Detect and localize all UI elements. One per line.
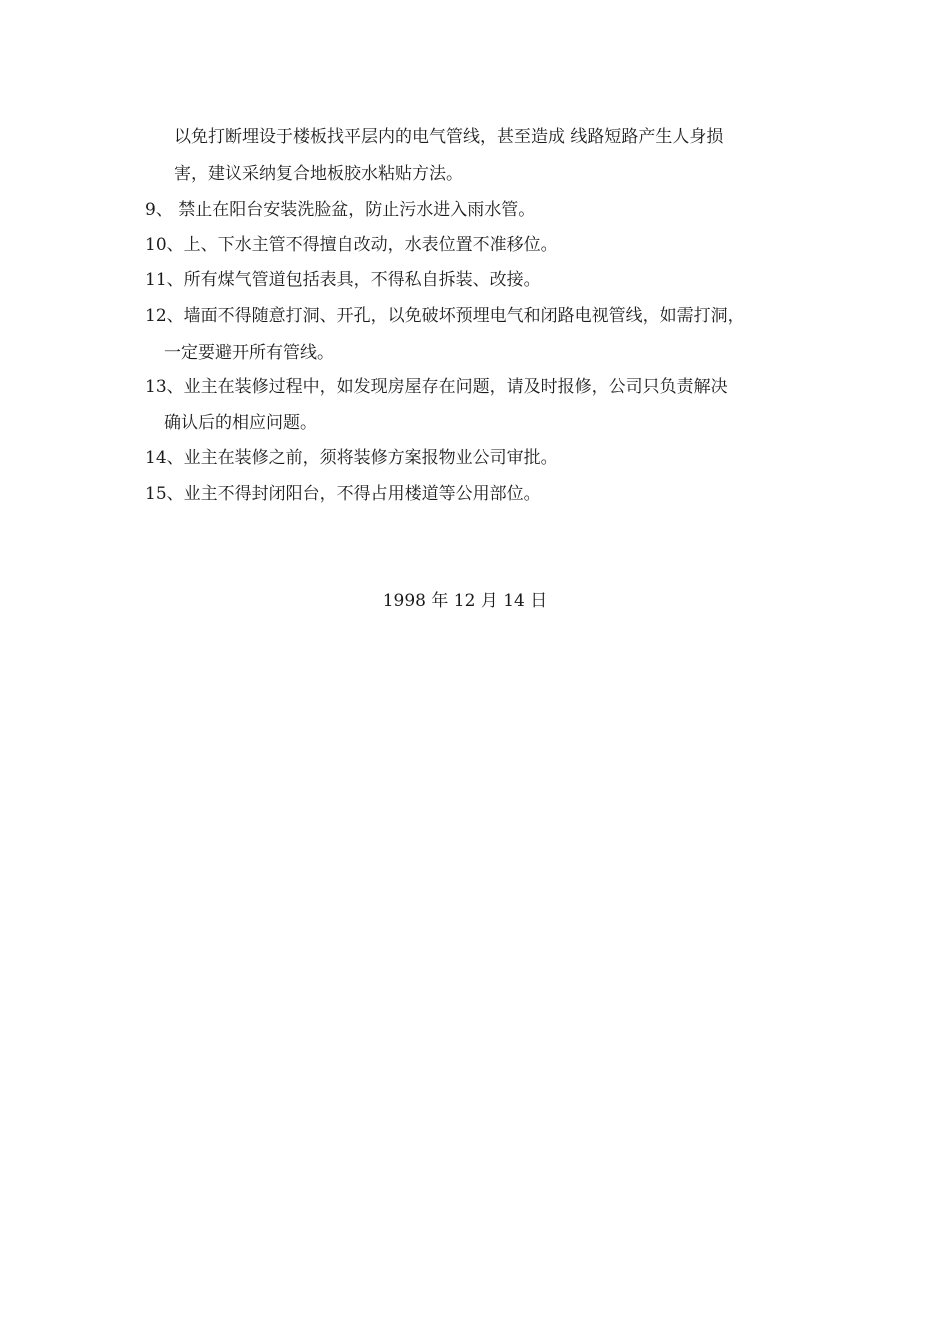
rule-item-11: 11、所有煤气管道包括表具，不得私自拆装、改接。 [145, 270, 541, 290]
continuation-line-1: 以免打断埋设于楼板找平层内的电气管线，甚至造成 线路短路产生人身损 [174, 127, 724, 147]
document-date: 1998 年 12 月 14 日 [382, 591, 548, 611]
rule-item-12-line-1: 12、墙面不得随意打洞、开孔，以免破坏预埋电气和闭路电视管线，如需打洞， [145, 306, 745, 326]
rule-item-15: 15、业主不得封闭阳台，不得占用楼道等公用部位。 [145, 484, 541, 504]
rule-item-13-line-1: 13、业主在装修过程中，如发现房屋存在问题，请及时报修，公司只负责解决 [145, 377, 728, 397]
continuation-line-2: 害，建议采纳复合地板胶水粘贴方法。 [174, 164, 463, 184]
rule-item-13-line-2: 确认后的相应问题。 [164, 413, 317, 433]
rule-item-9: 9、 禁止在阳台安装洗脸盆，防止污水进入雨水管。 [145, 200, 536, 220]
rule-item-10: 10、上、下水主管不得擅自改动，水表位置不准移位。 [145, 235, 558, 255]
rule-item-12-line-2: 一定要避开所有管线。 [164, 343, 334, 363]
rule-item-14: 14、业主在装修之前，须将装修方案报物业公司审批。 [145, 448, 558, 468]
